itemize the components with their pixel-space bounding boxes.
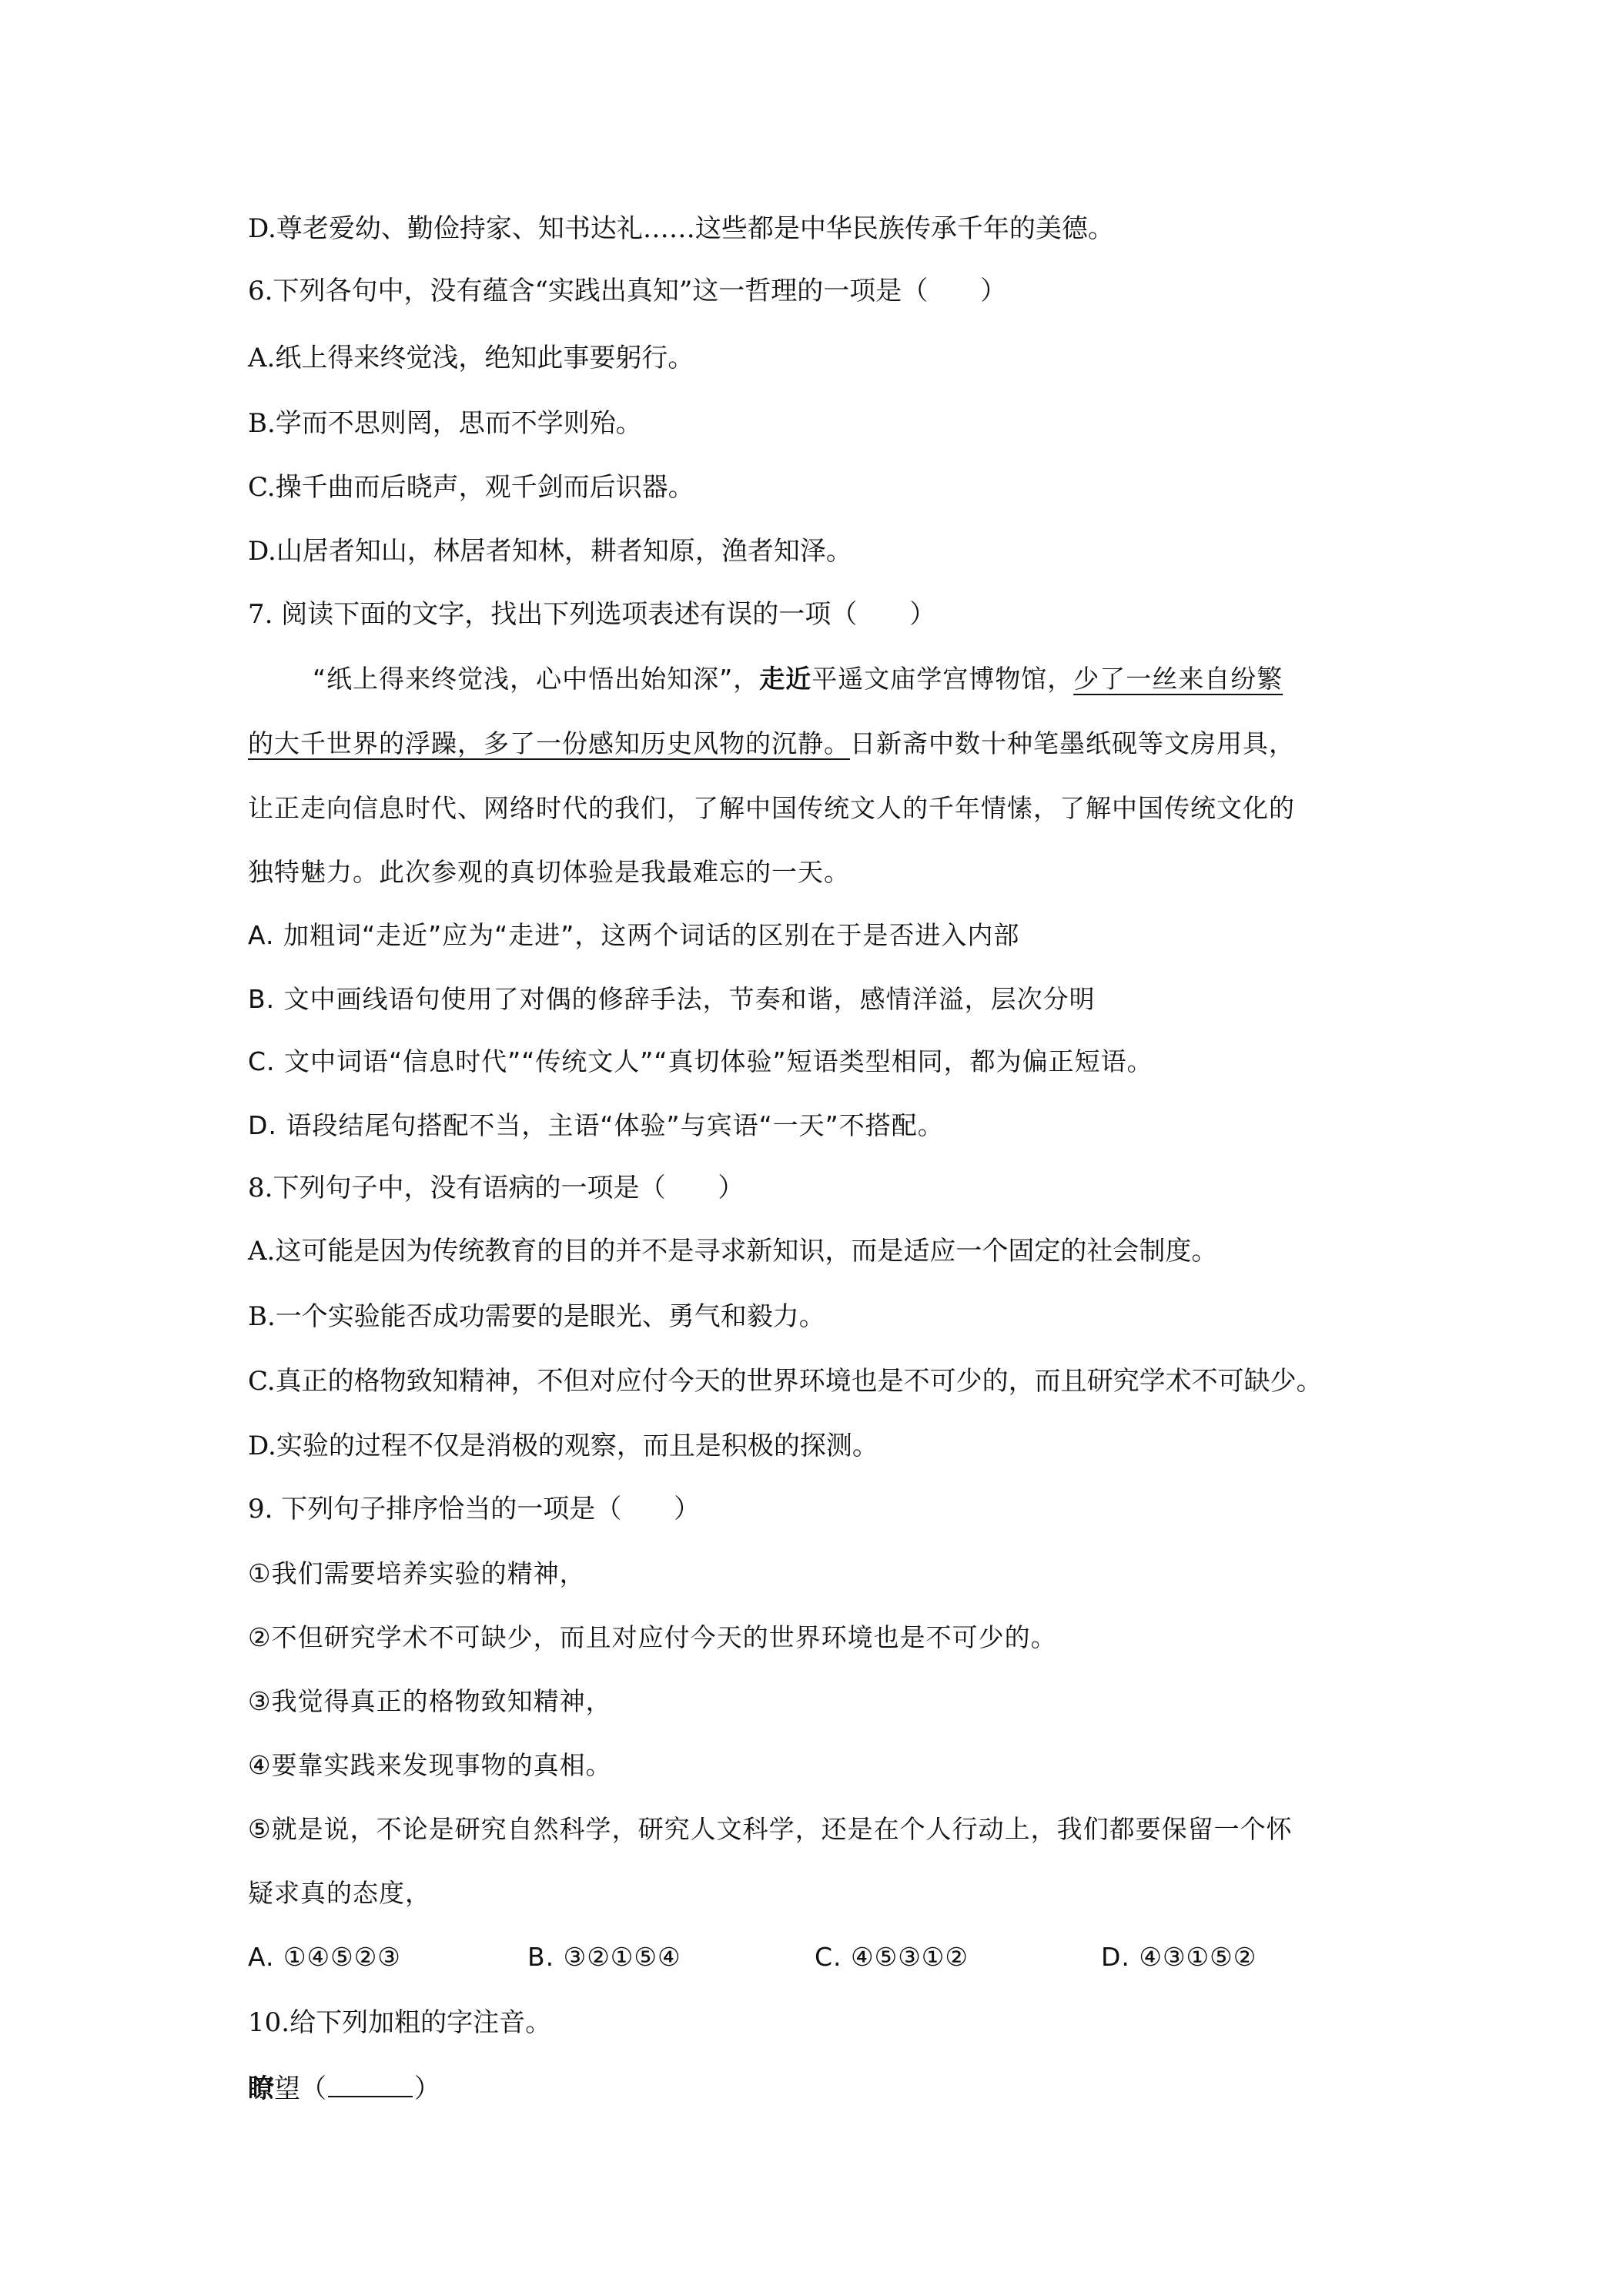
q7-option-a: A. 加粗词“走近”应为“走进”，这两个词话的区别在于是否进入内部 — [248, 920, 1020, 950]
q6-stem: 6.下列各句中，没有蕴含“实践出真知”这一哲理的一项是（ ） — [248, 276, 1007, 306]
q7-option-d: D. 语段结尾句搭配不当，主语“体验”与宾语“一天”不搭配。 — [248, 1110, 944, 1140]
q7-stem: 7. 阅读下面的文字，找出下列选项表述有误的一项（ ） — [248, 599, 936, 630]
answer-blank[interactable] — [328, 2073, 413, 2097]
q9-option-c: C. ④⑤③①② — [815, 1942, 969, 1972]
q10-stem: 10.给下列加粗的字注音。 — [248, 2007, 552, 2038]
q8-option-b: B.一个实验能否成功需要的是眼光、勇气和毅力。 — [248, 1301, 825, 1332]
q10-close-paren: ） — [414, 2073, 440, 2104]
q8-option-d: D.实验的过程不仅是消极的观察，而且是积极的探测。 — [248, 1431, 878, 1461]
passage-line-2 — [248, 727, 1295, 761]
q5-option-d: D.尊老爱幼、勤俭持家、知书达礼……这些都是中华民族传承千年的美德。 — [248, 213, 1114, 244]
passage-line-1 — [313, 662, 1283, 696]
q6-option-c: C.操千曲而后晓声，观千剑而后识器。 — [248, 472, 694, 503]
passage-text: 日新斋中数十种笔墨纸砚等文房用具， — [850, 728, 1295, 758]
passage-line-4: 独特魅力。此次参观的真切体验是我最难忘的一天。 — [248, 857, 850, 887]
sentence-1: ①我们需要培养实验的精神， — [248, 1558, 586, 1588]
q8-option-a: A.这可能是因为传统教育的目的并不是寻求新知识，而是适应一个固定的社会制度。 — [248, 1236, 1218, 1267]
q6-option-b: B.学而不思则罔，思而不学则殆。 — [248, 408, 642, 439]
q9-stem: 9. 下列句子排序恰当的一项是（ ） — [248, 1494, 701, 1525]
passage-text: 平遥文庙学宫博物馆， — [812, 664, 1074, 694]
bold-character: 瞭 — [248, 2073, 274, 2104]
sentence-3: ③我觉得真正的格物致知精神， — [248, 1686, 612, 1716]
bold-word: 走近 — [759, 664, 812, 694]
sentence-5: ⑤就是说，不论是研究自然科学，研究人文科学，还是在个人行动上，我们都要保留一个怀 — [248, 1814, 1293, 1844]
q6-option-d: D.山居者知山，林居者知林，耕者知原，渔者知泽。 — [248, 536, 852, 567]
q8-option-c: C.真正的格物致知精神，不但对应付今天的世界环境也是不可少的，而且研究学术不可缺少。 — [248, 1366, 1323, 1397]
underlined-sentence: 的大千世界的浮躁，多了一份感知历史风物的沉静。 — [248, 728, 850, 758]
q6-option-a: A.纸上得来终觉浅，绝知此事要躬行。 — [248, 343, 694, 373]
q10-word: 望（ — [274, 2073, 326, 2104]
q7-option-b: B. 文中画线语句使用了对偶的修辞手法，节奏和谐，感情洋溢，层次分明 — [248, 984, 1096, 1014]
sentence-2: ②不但研究学术不可缺少，而且对应付今天的世界环境也是不可少的。 — [248, 1622, 1057, 1652]
sentence-5-cont: 疑求真的态度， — [248, 1878, 431, 1908]
q10-item — [248, 2072, 440, 2106]
passage-text: “纸上得来终觉浅，心中悟出始知深”， — [313, 664, 760, 694]
q9-option-d: D. ④③①⑤② — [1101, 1942, 1257, 1972]
q8-stem: 8.下列句子中，没有语病的一项是（ ） — [248, 1173, 745, 1203]
passage-line-3: 让正走向信息时代、网络时代的我们，了解中国传统文人的千年情愫，了解中国传统文化的 — [248, 793, 1295, 823]
q7-option-c: C. 文中词语“信息时代”“传统文人”“真切体验”短语类型相同，都为偏正短语。 — [248, 1046, 1153, 1076]
sentence-4: ④要靠实践来发现事物的真相。 — [248, 1750, 612, 1780]
q9-option-a: A. ①④⑤②③ — [248, 1942, 401, 1972]
q9-option-b: B. ③②①⑤④ — [527, 1942, 681, 1972]
underlined-sentence: 少了一丝来自纷繁 — [1073, 664, 1283, 694]
